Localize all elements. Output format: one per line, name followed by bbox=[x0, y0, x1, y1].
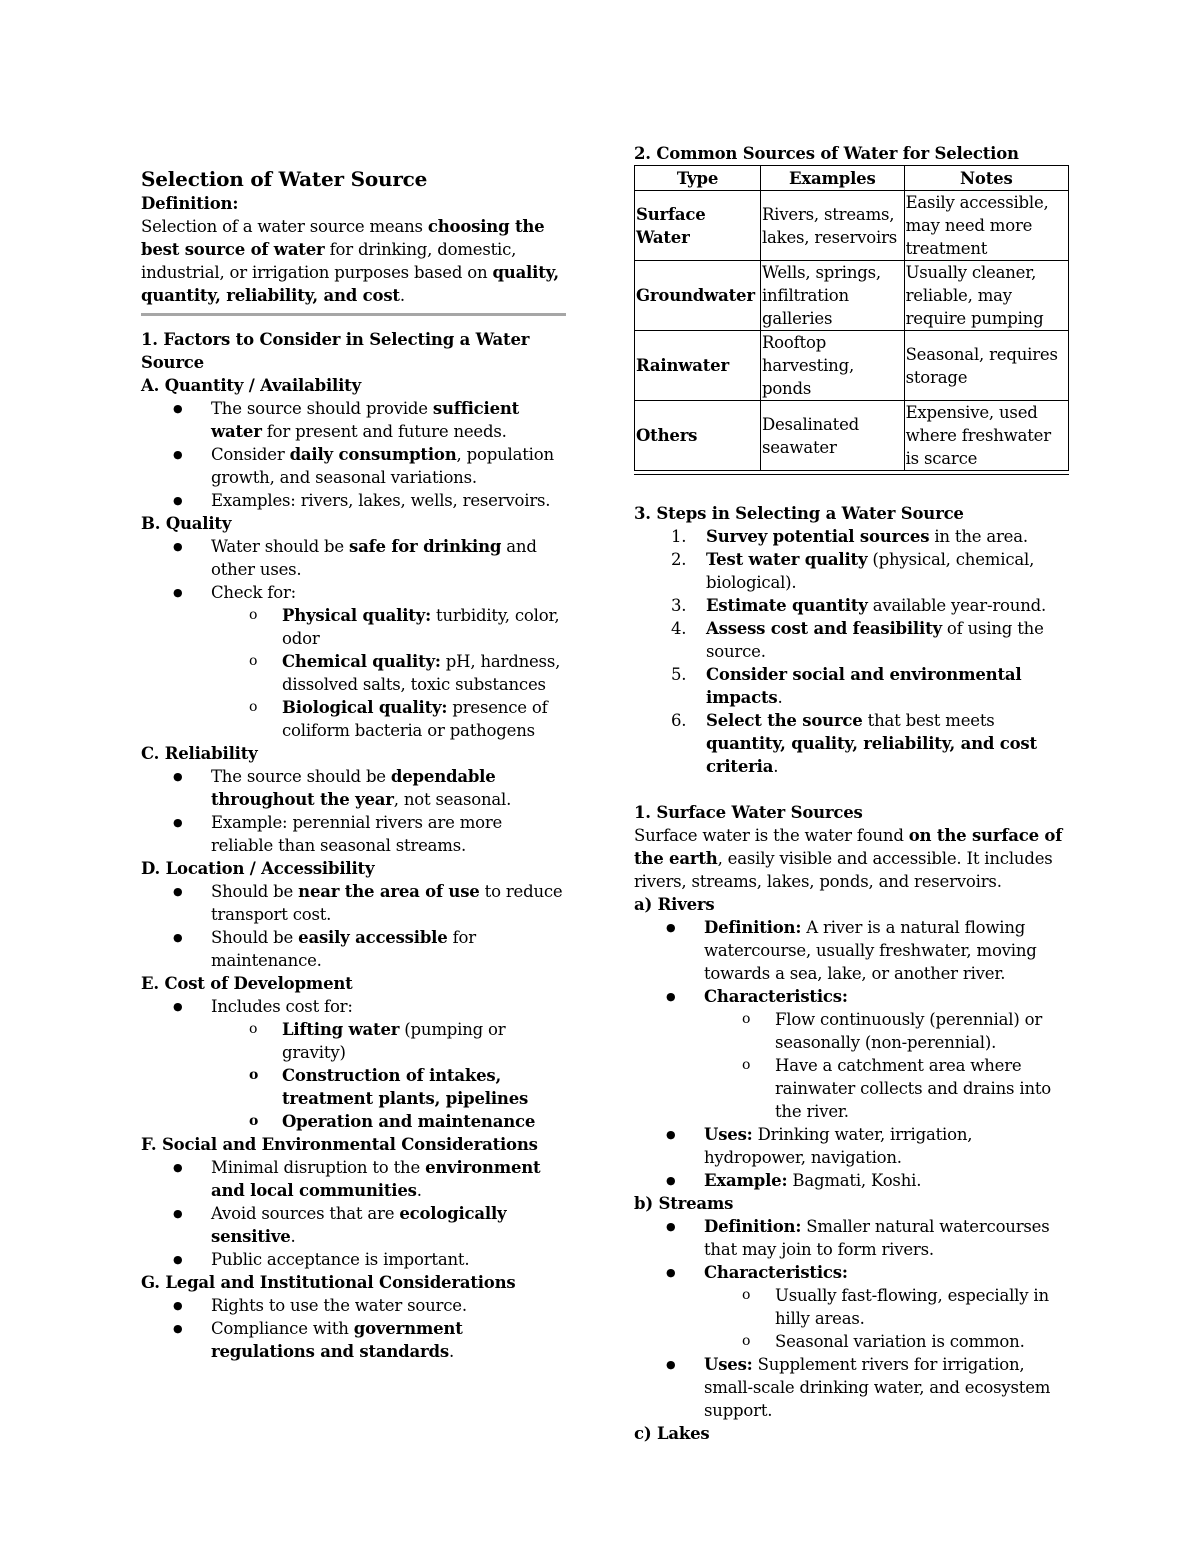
sub-list-item: o Seasonal variation is common. bbox=[775, 1330, 1069, 1353]
water-sources-table bbox=[634, 165, 1069, 471]
factor-g-list bbox=[141, 1294, 566, 1363]
column-header: Examples bbox=[760, 166, 904, 191]
list-item: ● Should be near the area of use to reduce transport cost. bbox=[211, 880, 566, 926]
table-header-row bbox=[635, 166, 1069, 191]
factor-e-list bbox=[141, 995, 566, 1133]
table-row bbox=[635, 331, 1069, 401]
definition-label: Definition: bbox=[141, 194, 239, 213]
list-item: ● Uses: Drinking water, irrigation, hydropower, navigation. bbox=[704, 1123, 1069, 1169]
list-item: ● The source should be dependable throughout the year, not seasonal. bbox=[211, 765, 566, 811]
table-row bbox=[635, 401, 1069, 471]
table-cell-notes: Usually cleaner, reliable, may require pumping bbox=[904, 261, 1068, 331]
factor-d-heading: D. Location / Accessibility bbox=[141, 859, 375, 878]
steps-list bbox=[634, 525, 1069, 778]
factors-heading: 1. Factors to Consider in Selecting a Water Source bbox=[141, 330, 530, 372]
sub-list-item: o Physical quality: turbidity, color, odor bbox=[282, 604, 566, 650]
lakes-heading: c) Lakes bbox=[634, 1424, 710, 1443]
factor-f-heading: F. Social and Environmental Considerations bbox=[141, 1135, 538, 1154]
step-item: 4. Assess cost and feasibility of using the source. bbox=[671, 619, 1044, 661]
list-item: ● Water should be safe for drinking and other uses. bbox=[211, 535, 566, 581]
table-cell-type: Groundwater bbox=[635, 261, 761, 331]
table-cell-type: Surface Water bbox=[635, 191, 761, 261]
definition-text: Selection of a water source means choosing the best source of water for drinking, domestic, industrial, or irrigation purposes based on quality, quantity, reliability, and cost. bbox=[141, 217, 559, 305]
factor-a-list bbox=[141, 397, 566, 512]
sub-list-item: o Biological quality: presence of coliform bacteria or pathogens bbox=[282, 696, 566, 742]
rivers-characteristics bbox=[704, 1008, 1069, 1123]
list-item: ● Rights to use the water source. bbox=[211, 1294, 566, 1317]
list-item: ● Check for: o Physical quality: turbidity, color, odor o Chemical quality: pH, hardness, dissolved salts, toxic substances o Biological quality: presence of coliform bacteria or pathogens bbox=[211, 581, 566, 742]
list-item: ● Definition: A river is a natural flowing watercourse, usually freshwater, moving towards a sea, lake, or another river. bbox=[704, 916, 1069, 985]
left-column bbox=[141, 166, 566, 1363]
factor-c-heading: C. Reliability bbox=[141, 744, 258, 763]
column-header: Notes bbox=[904, 166, 1068, 191]
table-cell-notes: Expensive, used where freshwater is scarce bbox=[904, 401, 1068, 471]
step-item: 5. Consider social and environmental impacts. bbox=[671, 665, 1022, 707]
streams-heading: b) Streams bbox=[634, 1194, 734, 1213]
column-header: Type bbox=[635, 166, 761, 191]
step-item: 3. Estimate quantity available year-round. bbox=[671, 596, 1047, 615]
sub-list-item: o Flow continuously (perennial) or seasonally (non-perennial). bbox=[775, 1008, 1069, 1054]
quality-sublist bbox=[211, 604, 566, 742]
list-item: ● Compliance with government regulations and standards. bbox=[211, 1317, 566, 1363]
table-cell-examples: Rivers, streams, lakes, reservoirs bbox=[760, 191, 904, 261]
table-row bbox=[635, 191, 1069, 261]
list-item: ● Public acceptance is important. bbox=[211, 1248, 566, 1271]
sub-list-item: o Lifting water (pumping or gravity) bbox=[282, 1018, 566, 1064]
table-cell-type: Others bbox=[635, 401, 761, 471]
list-item: ● Example: Bagmati, Koshi. bbox=[704, 1169, 1069, 1192]
list-item: ● Example: perennial rivers are more reliable than seasonal streams. bbox=[211, 811, 566, 857]
list-item: ● Should be easily accessible for maintenance. bbox=[211, 926, 566, 972]
table-row bbox=[635, 261, 1069, 331]
table-cell-examples: Desalinated seawater bbox=[760, 401, 904, 471]
list-item: ● Minimal disruption to the environment and local communities. bbox=[211, 1156, 566, 1202]
right-column bbox=[634, 142, 1069, 1445]
factor-a-heading: A. Quantity / Availability bbox=[141, 376, 361, 395]
surface-water-intro: Surface water is the water found on the surface of the earth, easily visible and accessible. It includes rivers, streams, lakes, ponds, and reservoirs. bbox=[634, 826, 1063, 891]
section-divider bbox=[141, 313, 566, 316]
sub-list-item: o Chemical quality: pH, hardness, dissolved salts, toxic substances bbox=[282, 650, 566, 696]
step-item: 6. Select the source that best meets quantity, quality, reliability, and cost criteria. bbox=[671, 711, 1037, 776]
table-cell-notes: Seasonal, requires storage bbox=[904, 331, 1068, 401]
page-title: Selection of Water Source bbox=[141, 167, 428, 191]
sub-list-item: o Usually fast-flowing, especially in hilly areas. bbox=[775, 1284, 1069, 1330]
factor-g-heading: G. Legal and Institutional Considerations bbox=[141, 1273, 516, 1292]
streams-list bbox=[634, 1215, 1069, 1422]
list-item: ● Examples: rivers, lakes, wells, reservoirs. bbox=[211, 489, 566, 512]
streams-characteristics bbox=[704, 1284, 1069, 1353]
list-item: ● Definition: Smaller natural watercourses that may join to form rivers. bbox=[704, 1215, 1069, 1261]
factor-b-heading: B. Quality bbox=[141, 514, 232, 533]
table-cell-type: Rainwater bbox=[635, 331, 761, 401]
step-item: 1. Survey potential sources in the area. bbox=[671, 527, 1028, 546]
list-item: ● Characteristics: o Usually fast-flowing, especially in hilly areas. o Seasonal variation is common. bbox=[704, 1261, 1069, 1353]
list-item: ● Avoid sources that are ecologically sensitive. bbox=[211, 1202, 566, 1248]
factor-c-list bbox=[141, 765, 566, 857]
sub-list-item: o Construction of intakes, treatment plants, pipelines bbox=[282, 1064, 566, 1110]
table-cell-examples: Wells, springs, infiltration galleries bbox=[760, 261, 904, 331]
cost-sublist bbox=[211, 1018, 566, 1133]
step-item: 2. Test water quality (physical, chemical, biological). bbox=[671, 550, 1035, 592]
table-cell-examples: Rooftop harvesting, ponds bbox=[760, 331, 904, 401]
list-item: ● Includes cost for: o Lifting water (pumping or gravity) o Construction of intakes, treatment plants, pipelines o Operation and maintenance bbox=[211, 995, 566, 1133]
factor-e-heading: E. Cost of Development bbox=[141, 974, 353, 993]
list-item: ● Characteristics: o Flow continuously (perennial) or seasonally (non-perennial). o Have a catchment area where rainwater collects and drains into the river. bbox=[704, 985, 1069, 1123]
sub-list-item: o Have a catchment area where rainwater collects and drains into the river. bbox=[775, 1054, 1069, 1123]
sub-list-item: o Operation and maintenance bbox=[282, 1110, 566, 1133]
factor-d-list bbox=[141, 880, 566, 972]
factor-f-list bbox=[141, 1156, 566, 1271]
surface-water-heading: 1. Surface Water Sources bbox=[634, 803, 863, 822]
list-item: ● Consider daily consumption, population growth, and seasonal variations. bbox=[211, 443, 566, 489]
table-cell-notes: Easily accessible, may need more treatment bbox=[904, 191, 1068, 261]
factor-b-list bbox=[141, 535, 566, 742]
rivers-list bbox=[634, 916, 1069, 1192]
table-heading: 2. Common Sources of Water for Selection bbox=[634, 144, 1019, 163]
rivers-heading: a) Rivers bbox=[634, 895, 715, 914]
steps-heading: 3. Steps in Selecting a Water Source bbox=[634, 504, 964, 523]
list-item: ● The source should provide sufficient water for present and future needs. bbox=[211, 397, 566, 443]
list-item: ● Uses: Supplement rivers for irrigation, small-scale drinking water, and ecosystem support. bbox=[704, 1353, 1069, 1422]
